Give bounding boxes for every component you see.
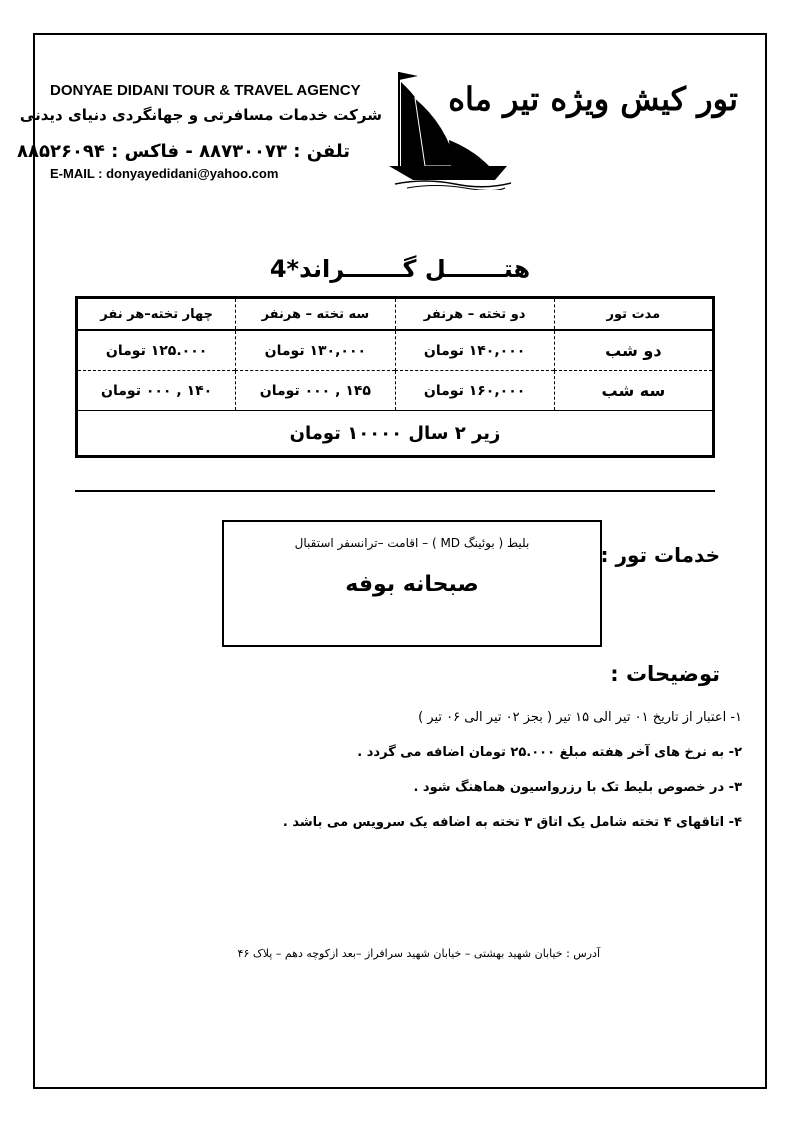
hotel-title: هتـــــــل گـــــــراند*4 (269, 255, 531, 283)
infant-price-note: زیر ۲ سال ۱۰۰۰۰ تومان (77, 411, 714, 457)
price-cell: ۱۲۵.۰۰۰ تومان (77, 330, 236, 371)
header-quad: چهار تخته–هر نفر (77, 298, 236, 331)
price-cell: ۱۴۰,۰۰۰ تومان (395, 330, 554, 371)
services-box (222, 520, 602, 647)
header-duration: مدت تور (554, 298, 713, 331)
header-triple: سه تخته – هرنفر (236, 298, 395, 331)
price-cell: ۱۶۰,۰۰۰ تومان (395, 371, 554, 411)
price-cell: ۱۴۰ , ۰۰۰ تومان (77, 371, 236, 411)
table-header-row (77, 298, 714, 331)
table-row (77, 371, 714, 411)
list-item: ۳- در خصوص بلیط تک با رزرواسیون هماهنگ شود . (413, 780, 742, 795)
agency-name-fa: شرکت خدمات مسافرتی و جهانگردی دنیای دیدنی (19, 106, 382, 124)
address: آدرس : خیابان شهید بهشتی – خیابان شهید سرافراز –بعد ازکوچه دهم – پلاک ۴۶ (237, 947, 600, 960)
table-row (77, 330, 714, 371)
notes-title: توضیحات : (610, 662, 720, 686)
email-address: E-MAIL : donyayedidani@yahoo.com (50, 166, 279, 181)
phone-fax: تلفن : ۸۸۷۳۰۰۷۳ - فاکس : ۸۸۵۲۶۰۹۴ (17, 141, 350, 162)
list-item: ۲- به نرخ های آخر هفته مبلغ ۲۵.۰۰۰ تومان اضافه می گردد . (357, 745, 742, 760)
horizontal-divider (75, 490, 715, 492)
table-note-row (77, 411, 714, 457)
duration-cell: دو شب (554, 330, 713, 371)
price-table (75, 296, 715, 458)
services-label: خدمات تور : (600, 543, 720, 567)
services-included-line: بلیط ( بوئینگ MD ) – اقامت –ترانسفر استقبال (294, 536, 530, 550)
price-cell: ۱۴۵ , ۰۰۰ تومان (236, 371, 395, 411)
notes-list (230, 705, 742, 845)
list-item: ۴- اتاقهای ۴ تخته شامل یک اتاق ۳ تخته به اضافه یک سرویس می باشد . (282, 815, 742, 830)
header-double: دو تخته – هرنفر (395, 298, 554, 331)
list-item: ۱- اعتبار از تاریخ ۰۱ تیر الی ۱۵ تیر ( بجز ۰۲ تیر الی ۰۶ تیر ) (418, 710, 742, 725)
tour-title: تور کیش ویژه تیر ماه (448, 80, 738, 118)
price-cell: ۱۳۰,۰۰۰ تومان (236, 330, 395, 371)
agency-name-en: DONYAE DIDANI TOUR & TRAVEL AGENCY (50, 82, 361, 99)
duration-cell: سه شب (554, 371, 713, 411)
services-breakfast: صبحانه بوفه (345, 572, 479, 597)
